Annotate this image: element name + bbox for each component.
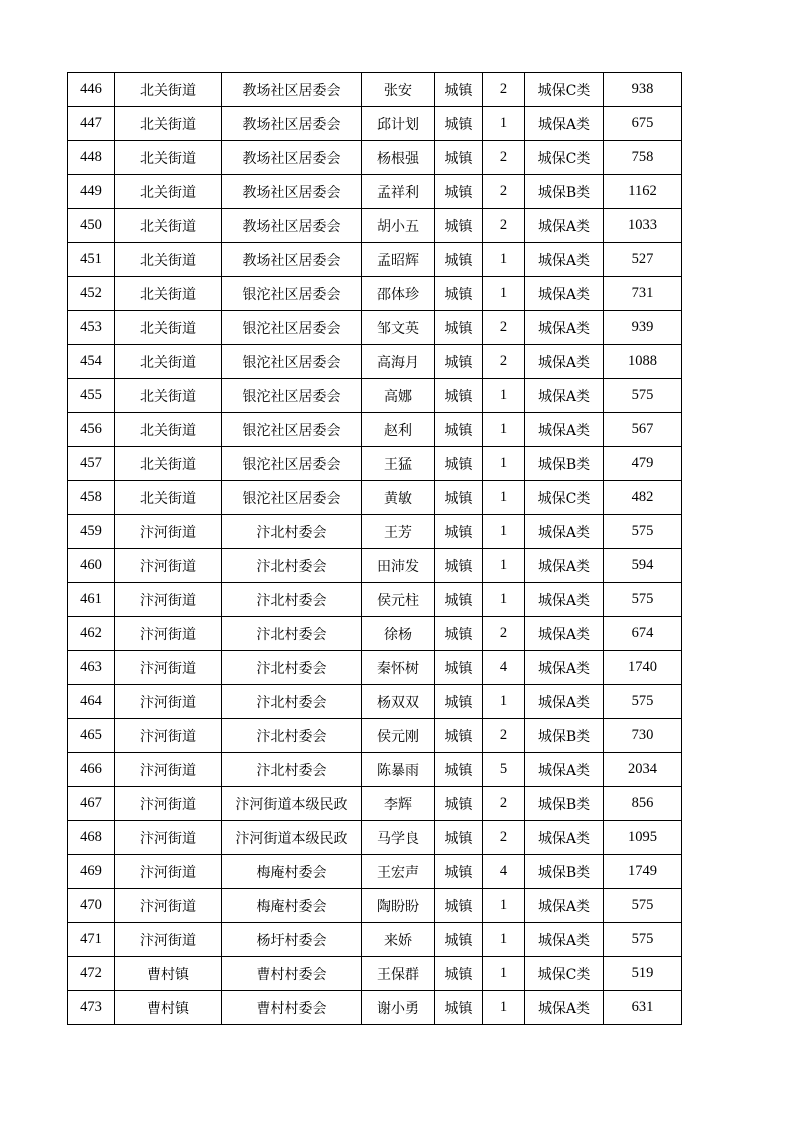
area-type-cell: 城镇: [435, 73, 483, 107]
person-name-cell: 谢小勇: [362, 991, 435, 1025]
row-number-cell: 454: [68, 345, 115, 379]
amount-cell: 575: [604, 515, 682, 549]
row-number-cell: 466: [68, 753, 115, 787]
table-row: [68, 413, 682, 447]
category-cell: 城保A类: [525, 209, 604, 243]
row-number-cell: 468: [68, 821, 115, 855]
street-cell: 汴河街道: [115, 923, 222, 957]
area-type-cell: 城镇: [435, 991, 483, 1025]
person-name-cell: 王宏声: [362, 855, 435, 889]
row-number-cell: 470: [68, 889, 115, 923]
category-cell: 城保A类: [525, 515, 604, 549]
street-cell: 汴河街道: [115, 617, 222, 651]
table-row: [68, 651, 682, 685]
category-cell: 城保A类: [525, 549, 604, 583]
amount-cell: 567: [604, 413, 682, 447]
area-type-cell: 城镇: [435, 923, 483, 957]
amount-cell: 527: [604, 243, 682, 277]
community-cell: 曹村村委会: [222, 957, 362, 991]
amount-cell: 675: [604, 107, 682, 141]
category-cell: 城保A类: [525, 277, 604, 311]
community-cell: 教场社区居委会: [222, 107, 362, 141]
person-name-cell: 王猛: [362, 447, 435, 481]
row-number-cell: 462: [68, 617, 115, 651]
table-row: [68, 583, 682, 617]
person-name-cell: 侯元柱: [362, 583, 435, 617]
area-type-cell: 城镇: [435, 481, 483, 515]
area-type-cell: 城镇: [435, 209, 483, 243]
street-cell: 北关街道: [115, 243, 222, 277]
person-name-cell: 王保群: [362, 957, 435, 991]
amount-cell: 1088: [604, 345, 682, 379]
amount-cell: 856: [604, 787, 682, 821]
area-type-cell: 城镇: [435, 447, 483, 481]
row-number-cell: 473: [68, 991, 115, 1025]
person-name-cell: 王芳: [362, 515, 435, 549]
area-type-cell: 城镇: [435, 787, 483, 821]
street-cell: 汴河街道: [115, 889, 222, 923]
community-cell: 教场社区居委会: [222, 73, 362, 107]
table-row: [68, 889, 682, 923]
area-type-cell: 城镇: [435, 379, 483, 413]
table-row: [68, 991, 682, 1025]
area-type-cell: 城镇: [435, 141, 483, 175]
amount-cell: 1740: [604, 651, 682, 685]
community-cell: 汴河街道本级民政: [222, 821, 362, 855]
community-cell: 银沱社区居委会: [222, 277, 362, 311]
area-type-cell: 城镇: [435, 651, 483, 685]
household-size-cell: 1: [483, 889, 525, 923]
amount-cell: 2034: [604, 753, 682, 787]
street-cell: 汴河街道: [115, 719, 222, 753]
amount-cell: 938: [604, 73, 682, 107]
street-cell: 北关街道: [115, 141, 222, 175]
community-cell: 汴北村委会: [222, 651, 362, 685]
row-number-cell: 456: [68, 413, 115, 447]
household-size-cell: 4: [483, 855, 525, 889]
street-cell: 北关街道: [115, 345, 222, 379]
area-type-cell: 城镇: [435, 685, 483, 719]
street-cell: 汴河街道: [115, 549, 222, 583]
community-cell: 银沱社区居委会: [222, 379, 362, 413]
community-cell: 银沱社区居委会: [222, 447, 362, 481]
category-cell: 城保A类: [525, 583, 604, 617]
table-row: [68, 481, 682, 515]
street-cell: 北关街道: [115, 277, 222, 311]
household-size-cell: 2: [483, 345, 525, 379]
community-cell: 银沱社区居委会: [222, 345, 362, 379]
area-type-cell: 城镇: [435, 175, 483, 209]
community-cell: 银沱社区居委会: [222, 311, 362, 345]
table-row: [68, 447, 682, 481]
amount-cell: 1095: [604, 821, 682, 855]
category-cell: 城保A类: [525, 685, 604, 719]
community-cell: 教场社区居委会: [222, 175, 362, 209]
household-size-cell: 2: [483, 787, 525, 821]
person-name-cell: 徐杨: [362, 617, 435, 651]
row-number-cell: 452: [68, 277, 115, 311]
household-size-cell: 2: [483, 209, 525, 243]
category-cell: 城保A类: [525, 753, 604, 787]
community-cell: 汴北村委会: [222, 719, 362, 753]
household-size-cell: 1: [483, 481, 525, 515]
household-size-cell: 2: [483, 311, 525, 345]
community-cell: 汴北村委会: [222, 515, 362, 549]
community-cell: 曹村村委会: [222, 991, 362, 1025]
row-number-cell: 446: [68, 73, 115, 107]
area-type-cell: 城镇: [435, 243, 483, 277]
row-number-cell: 465: [68, 719, 115, 753]
street-cell: 北关街道: [115, 175, 222, 209]
category-cell: 城保A类: [525, 651, 604, 685]
person-name-cell: 陈暴雨: [362, 753, 435, 787]
household-size-cell: 1: [483, 685, 525, 719]
person-name-cell: 马学良: [362, 821, 435, 855]
row-number-cell: 451: [68, 243, 115, 277]
street-cell: 北关街道: [115, 107, 222, 141]
household-size-cell: 1: [483, 957, 525, 991]
person-name-cell: 胡小五: [362, 209, 435, 243]
category-cell: 城保B类: [525, 787, 604, 821]
street-cell: 北关街道: [115, 311, 222, 345]
category-cell: 城保A类: [525, 821, 604, 855]
row-number-cell: 471: [68, 923, 115, 957]
person-name-cell: 来娇: [362, 923, 435, 957]
table-row: [68, 175, 682, 209]
person-name-cell: 李辉: [362, 787, 435, 821]
table-row: [68, 73, 682, 107]
street-cell: 北关街道: [115, 413, 222, 447]
row-number-cell: 463: [68, 651, 115, 685]
street-cell: 汴河街道: [115, 821, 222, 855]
street-cell: 北关街道: [115, 209, 222, 243]
row-number-cell: 458: [68, 481, 115, 515]
table-row: [68, 515, 682, 549]
table-row: [68, 549, 682, 583]
person-name-cell: 邵体珍: [362, 277, 435, 311]
amount-cell: 575: [604, 583, 682, 617]
table-row: [68, 141, 682, 175]
category-cell: 城保A类: [525, 107, 604, 141]
amount-cell: 1162: [604, 175, 682, 209]
area-type-cell: 城镇: [435, 855, 483, 889]
community-cell: 教场社区居委会: [222, 243, 362, 277]
person-name-cell: 杨双双: [362, 685, 435, 719]
street-cell: 汴河街道: [115, 685, 222, 719]
area-type-cell: 城镇: [435, 413, 483, 447]
amount-cell: 674: [604, 617, 682, 651]
person-name-cell: 邱计划: [362, 107, 435, 141]
table-row: [68, 957, 682, 991]
row-number-cell: 467: [68, 787, 115, 821]
community-cell: 银沱社区居委会: [222, 481, 362, 515]
table-row: [68, 277, 682, 311]
area-type-cell: 城镇: [435, 821, 483, 855]
community-cell: 教场社区居委会: [222, 209, 362, 243]
community-cell: 汴北村委会: [222, 583, 362, 617]
amount-cell: 631: [604, 991, 682, 1025]
category-cell: 城保A类: [525, 379, 604, 413]
household-size-cell: 1: [483, 379, 525, 413]
street-cell: 曹村镇: [115, 957, 222, 991]
row-number-cell: 460: [68, 549, 115, 583]
row-number-cell: 453: [68, 311, 115, 345]
table-row: [68, 107, 682, 141]
amount-cell: 730: [604, 719, 682, 753]
person-name-cell: 陶盼盼: [362, 889, 435, 923]
household-size-cell: 1: [483, 107, 525, 141]
table-row: [68, 685, 682, 719]
community-cell: 杨圩村委会: [222, 923, 362, 957]
community-cell: 汴北村委会: [222, 549, 362, 583]
category-cell: 城保A类: [525, 991, 604, 1025]
household-size-cell: 2: [483, 821, 525, 855]
table-row: [68, 209, 682, 243]
table-body: [68, 73, 682, 1025]
street-cell: 汴河街道: [115, 583, 222, 617]
amount-cell: 575: [604, 379, 682, 413]
household-size-cell: 1: [483, 515, 525, 549]
amount-cell: 939: [604, 311, 682, 345]
household-size-cell: 1: [483, 447, 525, 481]
community-cell: 教场社区居委会: [222, 141, 362, 175]
amount-cell: 594: [604, 549, 682, 583]
table-row: [68, 379, 682, 413]
area-type-cell: 城镇: [435, 617, 483, 651]
household-size-cell: 1: [483, 991, 525, 1025]
person-name-cell: 高娜: [362, 379, 435, 413]
category-cell: 城保B类: [525, 175, 604, 209]
table-row: [68, 821, 682, 855]
category-cell: 城保C类: [525, 481, 604, 515]
amount-cell: 519: [604, 957, 682, 991]
person-name-cell: 田沛发: [362, 549, 435, 583]
person-name-cell: 邹文英: [362, 311, 435, 345]
amount-cell: 1749: [604, 855, 682, 889]
community-cell: 汴北村委会: [222, 685, 362, 719]
row-number-cell: 459: [68, 515, 115, 549]
row-number-cell: 450: [68, 209, 115, 243]
household-size-cell: 1: [483, 277, 525, 311]
row-number-cell: 457: [68, 447, 115, 481]
street-cell: 曹村镇: [115, 991, 222, 1025]
street-cell: 汴河街道: [115, 651, 222, 685]
category-cell: 城保C类: [525, 957, 604, 991]
category-cell: 城保A类: [525, 889, 604, 923]
table-row: [68, 923, 682, 957]
area-type-cell: 城镇: [435, 549, 483, 583]
household-size-cell: 2: [483, 617, 525, 651]
person-name-cell: 高海月: [362, 345, 435, 379]
household-size-cell: 1: [483, 549, 525, 583]
row-number-cell: 472: [68, 957, 115, 991]
person-name-cell: 赵利: [362, 413, 435, 447]
area-type-cell: 城镇: [435, 345, 483, 379]
community-cell: 汴北村委会: [222, 753, 362, 787]
category-cell: 城保B类: [525, 855, 604, 889]
person-name-cell: 孟昭辉: [362, 243, 435, 277]
category-cell: 城保A类: [525, 345, 604, 379]
area-type-cell: 城镇: [435, 889, 483, 923]
street-cell: 北关街道: [115, 73, 222, 107]
area-type-cell: 城镇: [435, 311, 483, 345]
category-cell: 城保C类: [525, 141, 604, 175]
amount-cell: 575: [604, 889, 682, 923]
amount-cell: 1033: [604, 209, 682, 243]
row-number-cell: 464: [68, 685, 115, 719]
amount-cell: 575: [604, 685, 682, 719]
community-cell: 梅庵村委会: [222, 855, 362, 889]
community-cell: 汴河街道本级民政: [222, 787, 362, 821]
amount-cell: 575: [604, 923, 682, 957]
area-type-cell: 城镇: [435, 719, 483, 753]
row-number-cell: 461: [68, 583, 115, 617]
row-number-cell: 447: [68, 107, 115, 141]
household-size-cell: 1: [483, 923, 525, 957]
household-size-cell: 1: [483, 583, 525, 617]
table-row: [68, 617, 682, 651]
category-cell: 城保A类: [525, 243, 604, 277]
street-cell: 北关街道: [115, 447, 222, 481]
area-type-cell: 城镇: [435, 957, 483, 991]
table-row: [68, 855, 682, 889]
area-type-cell: 城镇: [435, 277, 483, 311]
community-cell: 银沱社区居委会: [222, 413, 362, 447]
category-cell: 城保A类: [525, 413, 604, 447]
row-number-cell: 448: [68, 141, 115, 175]
person-name-cell: 侯元刚: [362, 719, 435, 753]
amount-cell: 731: [604, 277, 682, 311]
area-type-cell: 城镇: [435, 515, 483, 549]
amount-cell: 479: [604, 447, 682, 481]
table-row: [68, 719, 682, 753]
row-number-cell: 469: [68, 855, 115, 889]
person-name-cell: 黄敏: [362, 481, 435, 515]
category-cell: 城保C类: [525, 73, 604, 107]
household-size-cell: 2: [483, 175, 525, 209]
table-row: [68, 243, 682, 277]
person-name-cell: 张安: [362, 73, 435, 107]
table-row: [68, 753, 682, 787]
household-size-cell: 5: [483, 753, 525, 787]
table-row: [68, 345, 682, 379]
person-name-cell: 杨根强: [362, 141, 435, 175]
category-cell: 城保A类: [525, 617, 604, 651]
household-size-cell: 1: [483, 413, 525, 447]
category-cell: 城保A类: [525, 923, 604, 957]
household-size-cell: 2: [483, 73, 525, 107]
category-cell: 城保A类: [525, 311, 604, 345]
area-type-cell: 城镇: [435, 753, 483, 787]
household-size-cell: 2: [483, 719, 525, 753]
street-cell: 北关街道: [115, 379, 222, 413]
person-name-cell: 秦怀树: [362, 651, 435, 685]
table-row: [68, 787, 682, 821]
row-number-cell: 449: [68, 175, 115, 209]
row-number-cell: 455: [68, 379, 115, 413]
table-row: [68, 311, 682, 345]
street-cell: 汴河街道: [115, 515, 222, 549]
community-cell: 梅庵村委会: [222, 889, 362, 923]
category-cell: 城保B类: [525, 719, 604, 753]
community-cell: 汴北村委会: [222, 617, 362, 651]
household-size-cell: 1: [483, 243, 525, 277]
person-name-cell: 孟祥利: [362, 175, 435, 209]
area-type-cell: 城镇: [435, 583, 483, 617]
street-cell: 汴河街道: [115, 753, 222, 787]
beneficiary-table: [67, 72, 682, 1025]
household-size-cell: 4: [483, 651, 525, 685]
street-cell: 汴河街道: [115, 787, 222, 821]
amount-cell: 758: [604, 141, 682, 175]
amount-cell: 482: [604, 481, 682, 515]
street-cell: 汴河街道: [115, 855, 222, 889]
household-size-cell: 2: [483, 141, 525, 175]
area-type-cell: 城镇: [435, 107, 483, 141]
category-cell: 城保B类: [525, 447, 604, 481]
street-cell: 北关街道: [115, 481, 222, 515]
